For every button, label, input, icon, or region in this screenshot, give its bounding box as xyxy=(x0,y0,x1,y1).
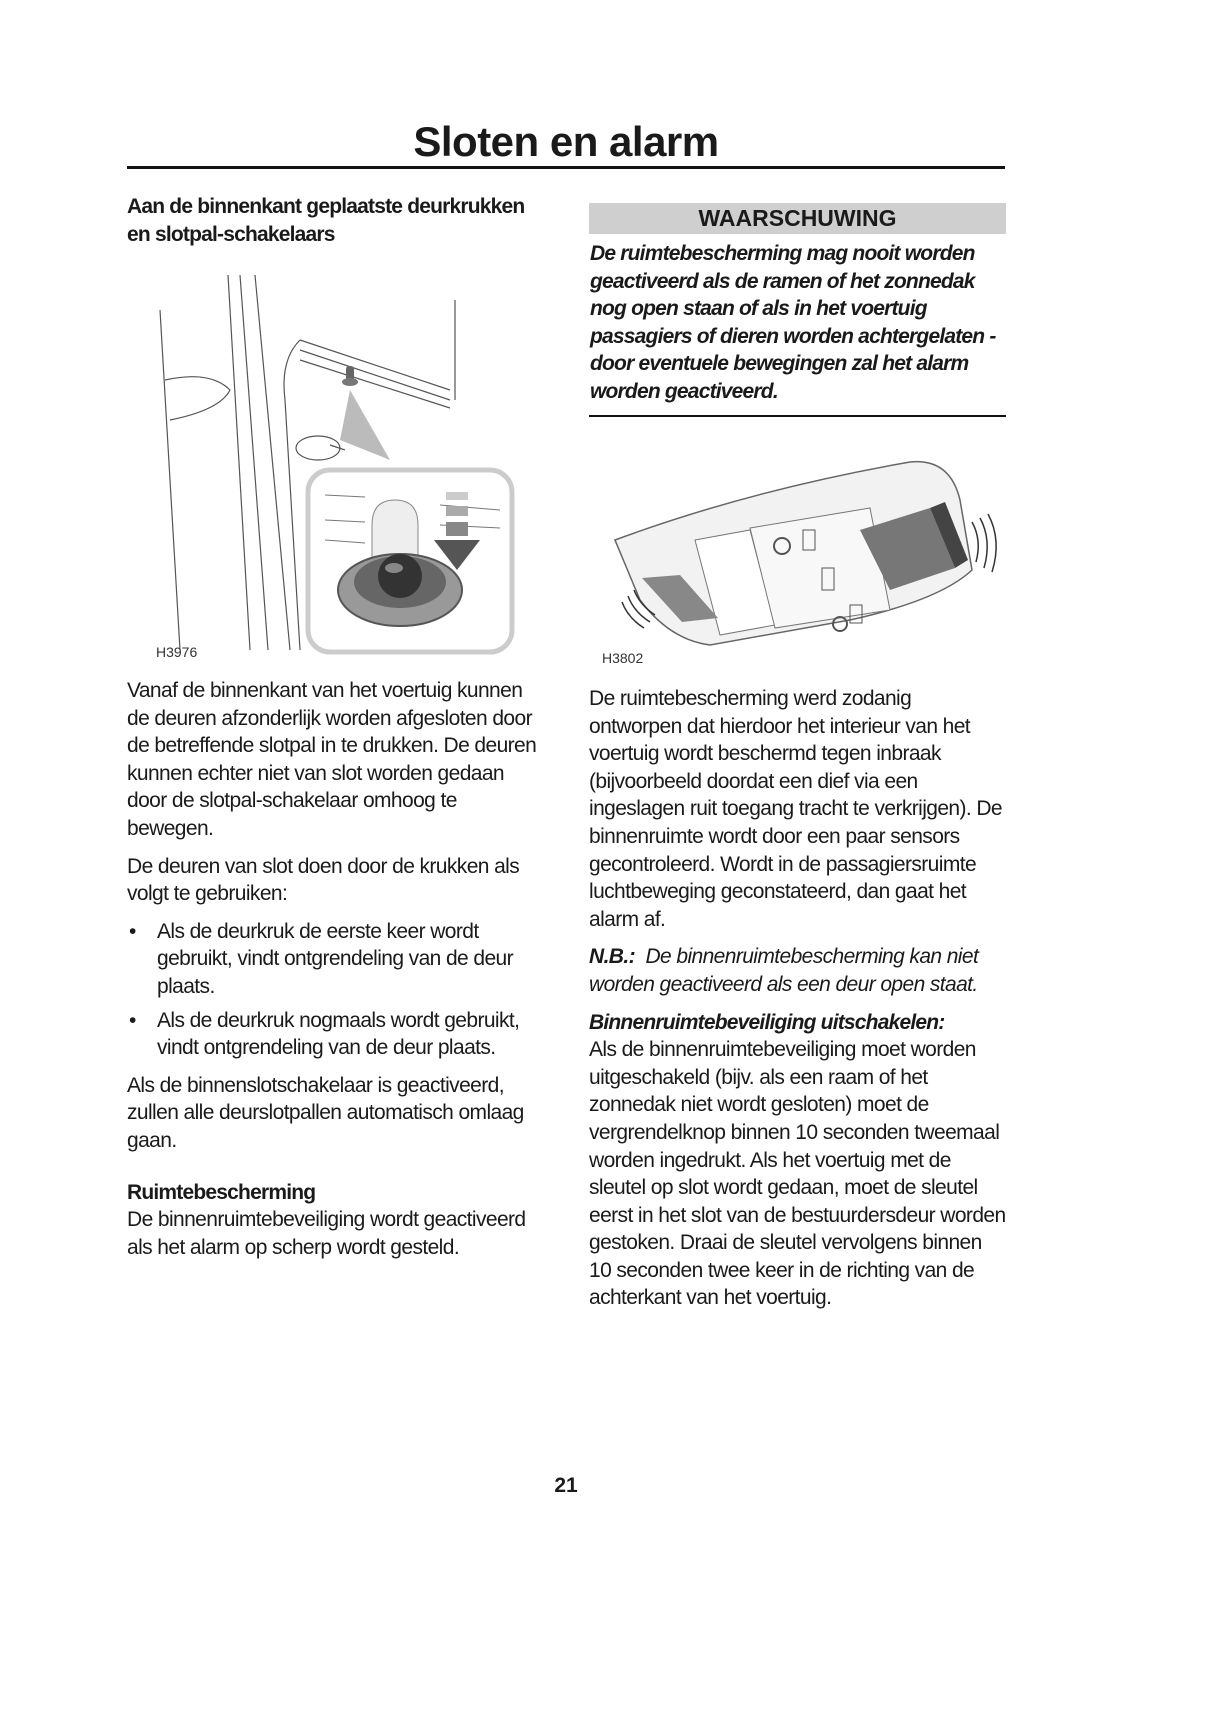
section-heading-door-handles: Aan de binnenkant geplaatste deurkrukken en slotpal-schakelaars xyxy=(127,195,525,246)
subheading-disable: Binnenruimtebeveiliging uitschakelen: xyxy=(589,1010,945,1034)
left-body xyxy=(127,677,547,1271)
paragraph: De deuren van slot doen door de krukken als volgt te gebruiken: xyxy=(127,854,520,906)
note-text: De binnenruimtebescherming kan niet worden geactiveerd als een deur open staat. xyxy=(589,945,979,996)
paragraph: Vanaf de binnenkant van het voertuig kunnen de deuren afzonderlijk worden afgesloten door de betreffende slotpal in te drukken. De deuren kunnen echter niet van slot worden gedaan door de slotpal-schakelaar omhoog te bewegen. xyxy=(127,679,537,840)
right-body xyxy=(589,685,1009,1322)
paragraph: De binnenruimtebeveiliging wordt geactiveerd als het alarm op scherp wordt gesteld. xyxy=(127,1208,526,1259)
bullet-list xyxy=(127,918,547,1062)
page-number: 21 xyxy=(554,1474,578,1497)
note xyxy=(589,943,1009,998)
paragraph: De ruimtebescherming werd zodanig ontworpen dat hierdoor het interieur van het voertuig wordt beschermd tegen inbraak (bijvoorbeeld doordat een dief via een ingeslagen ruit toegang tracht te verkrijgen). De binnenruimte wordt door een paar sensors gecontroleerd. Wordt in de passagiersruimte luchtbeweging geconstateerd, dan gaat het alarm af. xyxy=(589,687,1003,931)
warning-title: WAARSCHUWING xyxy=(589,203,1006,234)
note-label: N.B.: xyxy=(589,945,635,969)
figure-label-h3976: H3976 xyxy=(156,644,198,660)
warning-divider xyxy=(589,415,1006,417)
title-divider xyxy=(127,166,1005,169)
subheading-ruimtebescherming: Ruimtebescherming xyxy=(127,1180,316,1204)
figure-label-h3802: H3802 xyxy=(602,650,644,666)
paragraph: Als de binnenslotschakelaar is geactiveerd, zullen alle deurslotpallen automatisch omlaag gaan. xyxy=(127,1073,524,1152)
interior-sensor-illustration xyxy=(600,450,1010,650)
paragraph: Als de binnenruimtebeveiliging moet worden uitgeschakeld (bijv. als een raam of het zonnedak niet wordt gesloten) moet de vergrendelknop binnen 10 seconden tweemaal worden ingedrukt. Als het voertuig met de sleutel op slot wordt gedaan, moet de sleutel eerst in het slot van de bestuurdersdeur worden gestoken. Draai de sleutel vervolgens binnen 10 seconden twee keer in de richting van de achterkant van het voertuig. xyxy=(589,1038,1006,1310)
page-title: Sloten en alarm xyxy=(413,118,719,165)
warning-text: De ruimtebescherming mag nooit worden geactiveerd als de ramen of het zonnedak nog open staan of als in het voertuig passagiers of dieren worden achtergelaten - door eventuele bewegingen zal het alarm worden geactiveerd. xyxy=(590,242,996,403)
list-item: • Als de deurkruk nogmaals wordt gebruikt, vindt ontgrendeling van de deur plaats. xyxy=(127,1007,547,1062)
list-item: • Als de deurkruk de eerste keer wordt gebruikt, vindt ontgrendeling van de deur plaats. xyxy=(127,918,547,1001)
door-lock-illustration xyxy=(150,270,520,660)
